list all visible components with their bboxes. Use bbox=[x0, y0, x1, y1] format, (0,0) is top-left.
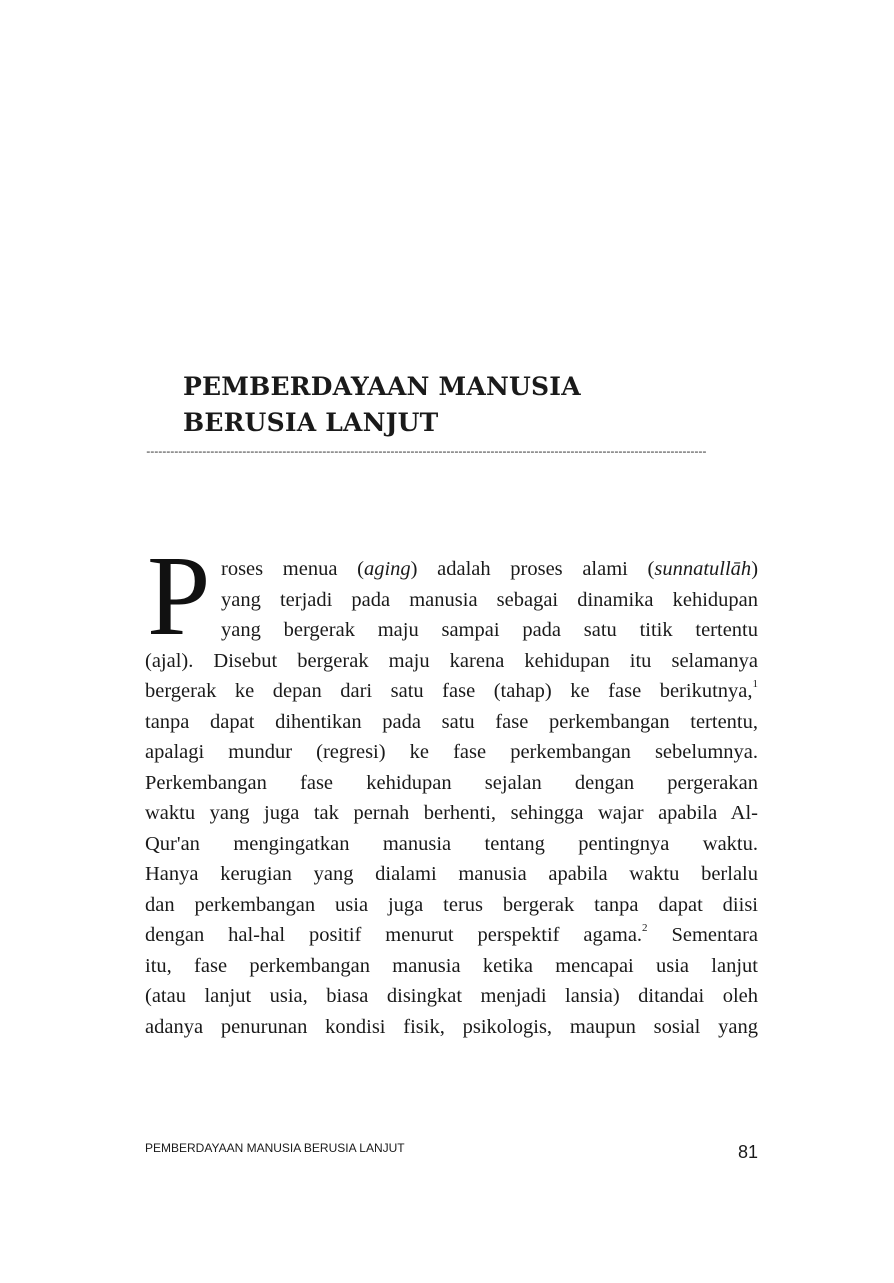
paragraph-line: Perkembangan fase kehidupan sejalan dengan pergerakan bbox=[145, 771, 758, 794]
footnote-ref-1[interactable]: 1 bbox=[752, 678, 758, 690]
paragraph-line: waktu yang juga tak pernah berhenti, sehingga wajar apabila Al- bbox=[145, 802, 758, 824]
chapter-title-line-2: BERUSIA LANJUT bbox=[183, 408, 439, 437]
paragraph-line: bergerak ke depan dari satu fase (tahap) ke fase berikutnya,$^1$ bbox=[145, 678, 758, 702]
paragraph-line: Qur'an mengingatkan manusia tentang pentingnya waktu. bbox=[145, 832, 758, 855]
paragraph-line: yang terjadi pada manusia sebagai dinamika kehidupan bbox=[221, 588, 758, 611]
chapter-title bbox=[183, 369, 581, 441]
paragraph-line: apalagi mundur (regresi) ke fase perkembangan sebelumnya. bbox=[145, 741, 758, 763]
chapter-title-line-1: PEMBERDAYAAN MANUSIA bbox=[183, 372, 581, 401]
paragraph-line: adanya penurunan kondisi fisik, psikologis, maupun sosial yang bbox=[145, 1015, 758, 1038]
paragraph-line: tanpa dapat dihentikan pada satu fase perkembangan tertentu, bbox=[145, 710, 758, 733]
paragraph-line: (atau lanjut usia, biasa disingkat menjadi lansia) ditandai oleh bbox=[145, 985, 758, 1007]
footnote-ref-2[interactable]: 2 bbox=[642, 922, 648, 934]
drop-cap: P bbox=[147, 532, 211, 659]
paragraph-line: yang bergerak maju sampai pada satu titik tertentu bbox=[221, 619, 758, 641]
running-footer-title: PEMBERDAYAAN MANUSIA BERUSIA LANJUT bbox=[145, 1141, 405, 1155]
paragraph-line: dengan hal-hal positif menurut perspektif agama.$^2$ Sementara bbox=[145, 922, 758, 946]
paragraph-line: (ajal). Disebut bergerak maju karena kehidupan itu selamanya bbox=[145, 649, 758, 672]
paragraph-line: Hanya kerugian yang dialami manusia apabila waktu berlalu bbox=[145, 863, 758, 885]
body-paragraph bbox=[145, 554, 758, 1042]
page-number: 81 bbox=[737, 1142, 758, 1162]
paragraph-line: dan perkembangan usia juga terus bergerak tanpa dapat diisi bbox=[145, 893, 758, 916]
paragraph-line: itu, fase perkembangan manusia ketika mencapai usia lanjut bbox=[145, 954, 758, 977]
title-separator: -------------------------------------------------------------------------------------------------------------------------------------------- bbox=[145, 447, 706, 459]
paragraph-line: roses menua (aging) adalah proses alami (sunnatullāh) bbox=[221, 558, 759, 580]
